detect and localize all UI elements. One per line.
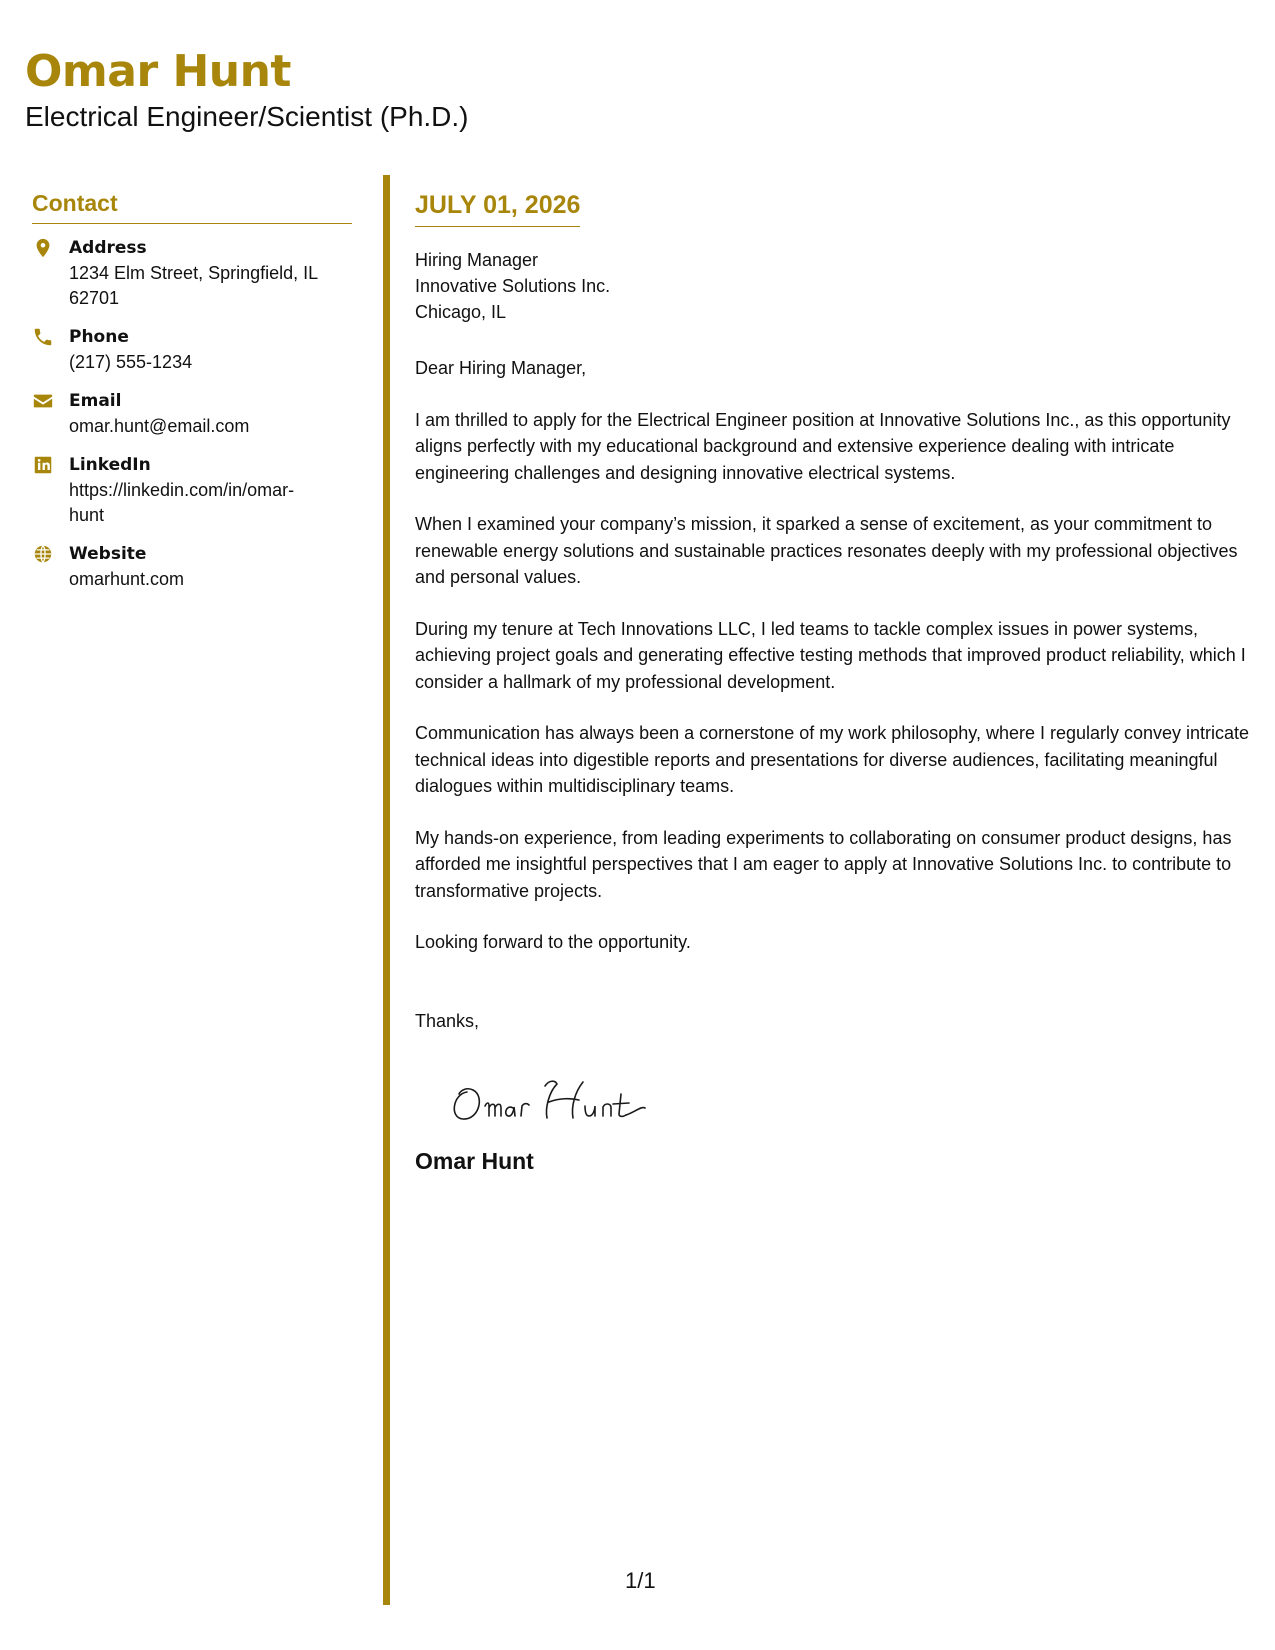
cover-letter-body [415,190,1255,1175]
contact-item-linkedin [32,453,352,528]
contact-sidebar [32,190,352,606]
globe-icon [32,543,54,565]
letter-date: JULY 01, 2026 [415,190,580,227]
contact-item-phone [32,325,352,375]
salutation: Dear Hiring Manager, [415,358,587,378]
address-value: 1234 Elm Street, Springfield, IL 62701 [69,263,318,308]
body-paragraph: During my tenure at Tech Innovations LLC, I led teams to tackle complex issues in power systems, achieving project goals and generating effective testing methods that improved product reliability, which I consider a hallmark of my professional development. [415,618,1246,692]
page-number: 1/1 [625,1568,656,1593]
applicant-name: Omar Hunt [25,46,291,97]
closing-line: Looking forward to the opportunity. [415,932,691,952]
email-value[interactable]: omar.hunt@email.com [69,416,250,436]
signed-name: Omar Hunt [415,1148,534,1174]
recipient-name: Hiring Manager [415,250,539,270]
linkedin-value[interactable]: https://linkedin.com/in/omar-hunt [69,480,295,525]
map-pin-icon [32,237,54,259]
website-label: Website [69,544,147,564]
phone-value[interactable]: (217) 555-1234 [69,352,193,372]
body-paragraph: I am thrilled to apply for the Electrical Engineer position at Innovative Solutions Inc., as this opportunity aligns perfectly with my educational background and extensive experience dealing with intricate engineering challenges and designing innovative electrical systems. [415,409,1231,483]
recipient-location: Chicago, IL [415,302,507,322]
email-label: Email [69,391,122,411]
linkedin-icon [32,454,54,476]
body-paragraph: My hands-on experience, from leading experiments to collaborating on consumer product designs, has afforded me insightful perspectives that I am eager to apply at Innovative Solutions Inc. to contribute to transformative projects. [415,827,1232,901]
recipient-company: Innovative Solutions Inc. [415,276,611,296]
website-value[interactable]: omarhunt.com [69,569,185,589]
body-paragraph: When I examined your company’s mission, it sparked a sense of excitement, as your commitment to renewable energy solutions and sustainable practices resonates deeply with my professional objectives and personal values. [415,514,1238,587]
contact-list [32,236,352,592]
recipient-block [415,247,1255,325]
contact-item-address [32,236,352,311]
contact-heading: Contact [32,190,352,224]
body-paragraph: Communication has always been a cornerstone of my work philosophy, where I regularly convey intricate technical ideas into digestible reports and presentations for diverse audiences, facilitating meaningful dialogues within multidisciplinary teams. [415,723,1250,796]
handwritten-signature [445,1072,1255,1128]
linkedin-label: LinkedIn [69,455,151,475]
job-title: Electrical Engineer/Scientist (Ph.D.) [25,101,469,132]
phone-label: Phone [69,327,129,347]
vertical-divider [383,175,390,1605]
contact-item-email [32,389,352,439]
envelope-icon [32,390,54,412]
phone-icon [32,326,54,348]
sign-off: Thanks, [415,1010,480,1031]
contact-item-website [32,542,352,592]
address-label: Address [69,238,147,258]
